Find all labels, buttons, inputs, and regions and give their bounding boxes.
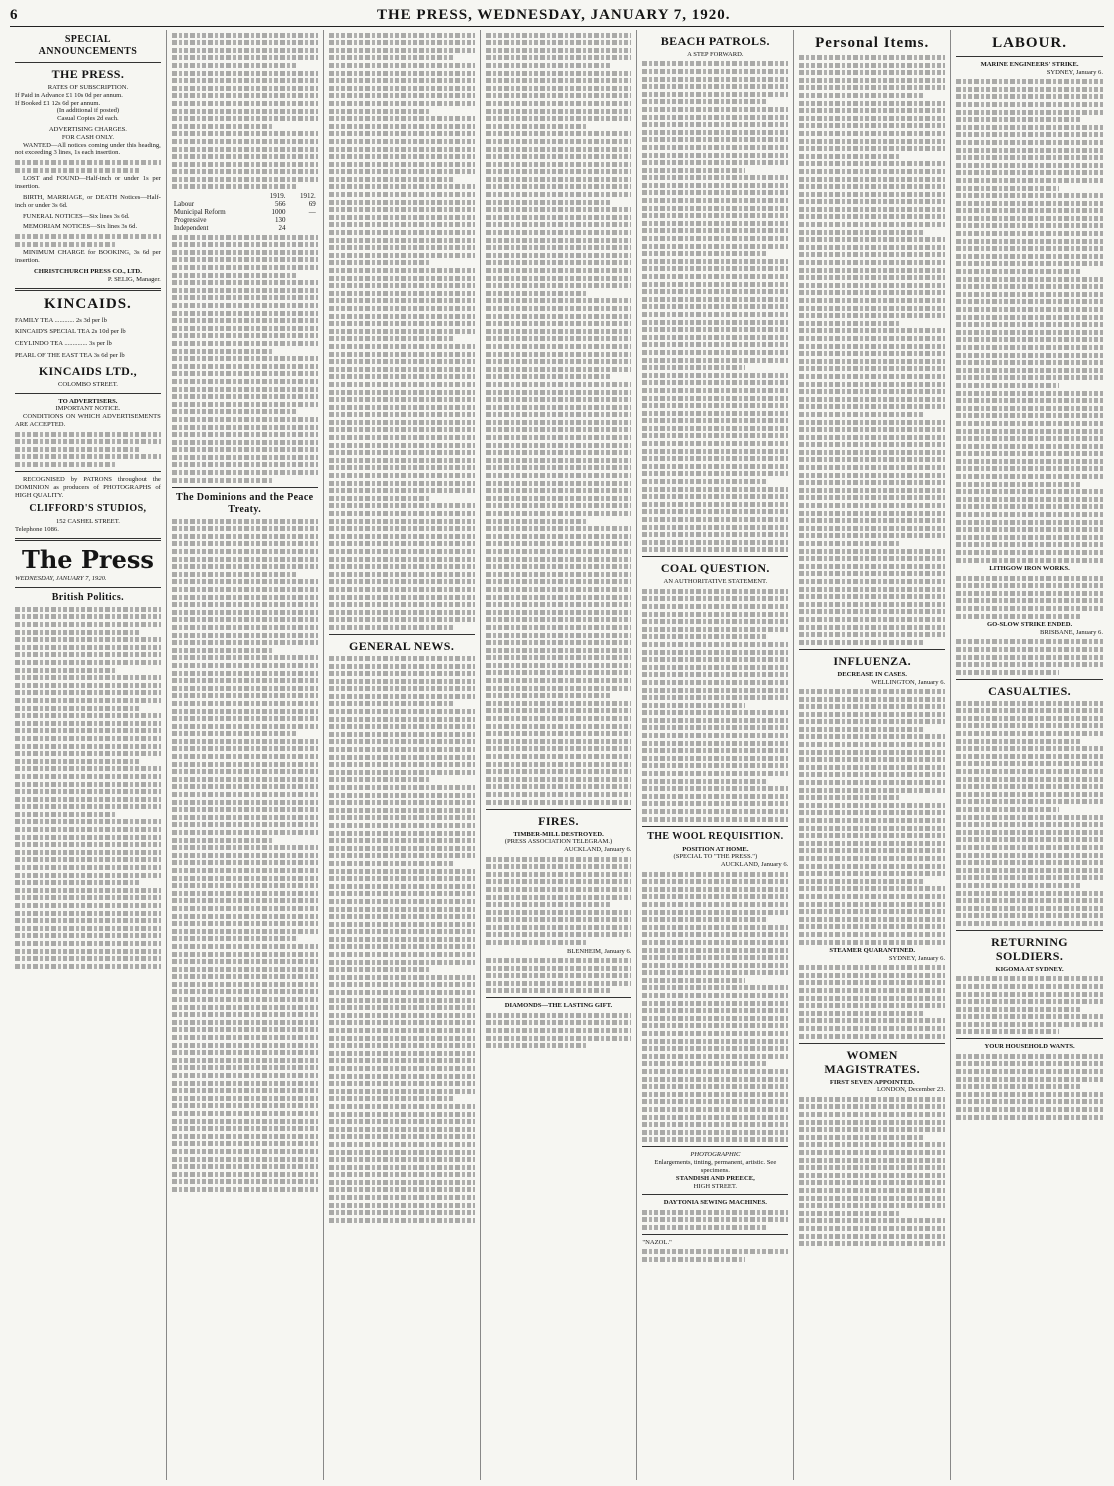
table-row [172,216,318,224]
rates-heading: RATES OF SUBSCRIPTION. [47,84,129,91]
subheading-decrease: DECREASE IN CASES. [837,670,907,678]
subheading-step: A STEP FORWARD. [687,51,744,58]
heading-coal-question: COAL QUESTION. [660,561,770,576]
heading-general-news: GENERAL NEWS. [349,638,455,653]
column-1 [10,30,167,1480]
table-cell: Independent [173,224,209,233]
table-cell: 130 [275,216,286,225]
ad-text: WANTED—All notices coming under this heading, not exceeding 3 lines, 1s each insertion. [15,141,161,157]
table-row [172,224,318,232]
rate-line: If Booked £1 12s 6d per annum. [15,99,101,107]
diamonds-ad: DIAMONDS—THE LASTING GIFT. [504,1002,613,1010]
tea-price: FAMILY TEA ............ 2s 3d per lb [15,316,107,324]
subheading-position: POSITION AT HOME. [682,845,749,853]
dateline: WELLINGTON, January 6. [871,678,946,686]
dateline: SYDNEY, January 6. [888,954,946,962]
high-street: HIGH STREET. [693,1182,738,1190]
ad-text: BIRTH, MARRIAGE, or DEATH Notices—Half-inch or under 3s 6d. [15,193,161,209]
tea-price: CEYLINDO TEA .............. 3s per lb [15,340,112,348]
kincaids-address: COLOMBO STREET. [57,380,118,388]
ad-text: MINIMUM CHARGE for BOOKING, 3s 6d per insertion. [15,249,161,265]
heading-beach-patrols: BEACH PATROLS. [660,34,770,48]
table-row [172,200,318,208]
table-cell: 566 [275,200,286,209]
masthead [10,4,1104,27]
table-cell: 1000 [271,208,286,217]
subheading-marine: MARINE ENGINEERS' STRIKE. [980,61,1079,68]
ad-text: LOST and FOUND—Half-inch or under 1s per insertion. [15,175,161,191]
table-cell: — [308,208,316,217]
dateline: (PRESS ASSOCIATION TELEGRAM.) [504,838,613,846]
adv-heading: ADVERTISING CHARGES. [48,125,127,133]
column-6 [794,30,951,1480]
heading-kincaids: KINCAIDS. [44,295,132,312]
table-header: 1912. [299,192,316,201]
heading-women-magistrates: WOMEN MAGISTRATES. [824,1047,921,1076]
ad-text: MEMORIAM NOTICES—Six lines 3s 6d. [23,223,138,231]
table-cell [288,224,318,232]
company-name: CHRISTCHURCH PRESS CO., LTD. [34,267,142,275]
studio-ad-text: RECOGNISED by PATRONS throughout the DOMINION as producers of PHOTOGRAPHS of HIGH QUALITY. [15,476,161,499]
subheading-go-slow: GO-SLOW STRIKE ENDED. [987,621,1073,629]
table-cell: Labour [173,200,195,209]
conditions-heading: CONDITIONS ON WHICH ADVERTISEMENTS ARE ACCEPTED. [15,413,161,428]
dateline: BLENHEIM, January 6. [566,947,632,955]
dateline: BRISBANE, January 6. [1039,628,1103,636]
table-header: 1919. [269,192,286,201]
tea-price: PEARL OF THE EAST TEA 3s 6d per lb [15,351,125,359]
press-logo: The Press [21,545,154,575]
dateline: (SPECIAL TO "THE PRESS.") [673,853,758,861]
column-3 [324,30,481,1480]
subheading-kigoma: KIGOMA AT SYDNEY. [995,965,1064,973]
manager-name: P. SELIG, Manager. [107,275,161,283]
table-cell: Municipal Reform [173,208,226,217]
column-5 [637,30,794,1480]
heading-dominions: The Dominions and the Peace Treaty. [176,491,314,515]
studio-address: 152 CASHEL STREET. [55,518,120,526]
important-notice: IMPORTANT NOTICE. [55,405,121,413]
table-cell [288,216,318,224]
rate-line: (In additional if posted) [56,107,120,115]
subheading-first-seven: FIRST SEVEN APPOINTED. [829,1078,915,1086]
subheading-timber-mill: TIMBER-MILL DESTROYED. [513,830,604,838]
photographic-ad: PHOTOGRAPHIC [690,1151,741,1159]
nazol-ad: "NAZOL." [642,1238,672,1246]
column-2 [167,30,324,1480]
columns [10,30,1108,1480]
dateline: AUCKLAND, January 6. [564,846,632,854]
table-cell: 24 [278,224,286,233]
studio-phone: Telephone 1086. [15,526,59,534]
kincaids-ltd: KINCAIDS LTD., [38,363,138,378]
paper-title: THE PRESS, WEDNESDAY, JANUARY 7, 1920. [376,6,731,23]
heading-fires: FIRES. [538,813,579,828]
issue-date: WEDNESDAY, JANUARY 7, 1920. [15,575,107,583]
dateline: LONDON, December 23. [877,1086,946,1094]
column-7 [951,30,1108,1480]
table-row [172,208,318,216]
heading-influenza: INFLUENZA. [833,653,912,668]
heading-casualties: CASUALTIES. [988,683,1072,698]
table-cell: 69 [308,200,316,209]
heading-returning-soldiers: RETURNING SOLDIERS. [991,934,1069,963]
subheading-authoritative: AN AUTHORITATIVE STATEMENT. [663,578,768,586]
election-table [172,192,318,232]
subheading-steamer: STEAMER QUARANTINED. [829,947,916,955]
studio-name: CLIFFORD'S STUDIOS, [29,503,147,515]
ad-text: FUNERAL NOTICES—Six lines 3s 6d. [23,212,130,220]
subheading-lithgow: LITHGOW IRON WORKS. [989,565,1070,573]
standish-preece: STANDISH AND PREECE, [675,1174,755,1182]
heading-personal-items: Personal Items. [815,35,930,51]
heading-labour: LABOUR. [992,35,1068,51]
heading-the-press: THE PRESS. [51,67,125,81]
column-4 [481,30,638,1480]
photographic-text: Enlargements, tinting, permanent, artistic. See specimens. [654,1159,777,1174]
heading-special: SPECIAL ANNOUNCEMENTS [38,34,138,57]
rate-line: If Paid in Advance £1 10s 0d per annum. [15,91,123,99]
dateline: AUCKLAND, January 6. [720,861,789,869]
daytonia-ad: DAYTONIA SEWING MACHINES. [663,1199,767,1207]
page-number: 6 [10,6,18,23]
tea-price: KINCAID'S SPECIAL TEA 2s 10d per lb [15,328,126,336]
heading-british-politics: British Politics. [51,591,125,603]
to-advertisers: TO ADVERTISERS. [58,397,118,405]
rate-line: Casual Copies 2d each. [57,115,119,123]
household-ad: YOUR HOUSEHOLD WANTS. [984,1043,1075,1051]
adv-subheading: FOR CASH ONLY. [61,133,114,141]
table-cell: Progressive [173,216,207,225]
dateline: SYDNEY, January 6. [1046,68,1103,76]
heading-wool-requisition: THE WOOL REQUISITION. [647,830,784,842]
